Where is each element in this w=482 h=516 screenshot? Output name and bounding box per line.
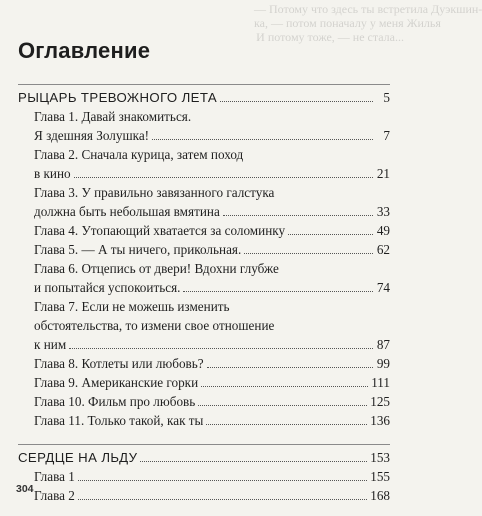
chapter-text: Глава 10. Фильм про любовь xyxy=(34,394,196,409)
chapter-title xyxy=(34,392,390,411)
chapter-entry xyxy=(18,297,390,354)
chapter-text: Глава 5. — А ты ничего, прикольная. xyxy=(34,242,242,257)
chapter-title xyxy=(34,373,390,392)
chapter-title xyxy=(34,486,390,505)
dot-leader xyxy=(288,234,373,235)
chapter-page: 136 xyxy=(370,413,390,428)
chapter-text: и попытайся успокоиться. xyxy=(34,280,181,295)
chapter-text: Глава 4. Утопающий хватается за соломинку xyxy=(34,223,286,238)
toc-heading: Оглавление xyxy=(18,38,151,63)
chapter-title-continued xyxy=(34,126,390,145)
dot-leader xyxy=(206,424,367,425)
chapter-title xyxy=(34,183,390,202)
dot-leader xyxy=(152,139,373,140)
part-rule xyxy=(18,84,390,85)
chapter-entry xyxy=(18,221,390,240)
chapter-title xyxy=(34,354,390,373)
chapter-text: Глава 8. Котлеты или любовь? xyxy=(34,356,204,371)
part-title: СЕРДЦЕ НА ЛЬДУ xyxy=(18,450,138,465)
dot-leader xyxy=(201,386,368,387)
chapter-text: к ним xyxy=(34,337,67,352)
chapter-text: в кино xyxy=(34,166,71,181)
chapter-title-continued xyxy=(34,278,390,297)
dot-leader xyxy=(140,461,367,462)
chapter-page: 87 xyxy=(376,337,390,352)
chapter-entry xyxy=(18,145,390,183)
chapter-entry xyxy=(18,373,390,392)
part-title: РЫЦАРЬ ТРЕВОЖНОГО ЛЕТА xyxy=(18,90,218,105)
chapter-page: 62 xyxy=(376,242,390,257)
chapter-text: должна быть небольшая вмятина xyxy=(34,204,220,219)
chapter-title xyxy=(34,297,390,316)
dot-leader xyxy=(69,348,373,349)
chapter-page: 49 xyxy=(376,223,390,238)
chapter-entry xyxy=(18,467,390,486)
chapter-text: Глава 6. Отцепись от двери! Вдохни глубже xyxy=(34,261,279,276)
chapter-text: обстоятельства, то измени свое отношение xyxy=(34,318,275,333)
dot-leader xyxy=(198,405,367,406)
chapter-entry xyxy=(18,392,390,411)
chapter-text: Глава 9. Американские горки xyxy=(34,375,199,390)
chapter-title xyxy=(34,145,390,164)
chapter-page: 155 xyxy=(370,469,390,484)
dot-leader xyxy=(220,101,373,102)
part-entry xyxy=(18,88,390,107)
chapter-title xyxy=(34,221,390,240)
chapter-entry xyxy=(18,411,390,430)
part-page: 153 xyxy=(370,450,390,465)
part-spacer xyxy=(18,430,390,444)
dot-leader xyxy=(244,253,373,254)
chapter-page: 7 xyxy=(383,128,390,143)
chapter-entry xyxy=(18,486,390,505)
chapter-entry xyxy=(18,107,390,145)
bleed-line: И потому тоже, — не стала... xyxy=(256,30,404,44)
bleed-line: ка, — потом поначалу у меня Жилья xyxy=(254,16,441,30)
chapter-text: Глава 2. Сначала курица, затем поход xyxy=(34,147,244,162)
chapter-text: Глава 11. Только такой, как ты xyxy=(34,413,204,428)
chapter-title-continued xyxy=(34,316,390,335)
chapter-page: 21 xyxy=(376,166,390,181)
chapter-entry xyxy=(18,183,390,221)
table-of-contents xyxy=(18,84,390,505)
chapter-title-continued xyxy=(34,202,390,221)
bleed-through-text xyxy=(254,0,482,62)
dot-leader xyxy=(74,177,373,178)
dot-leader xyxy=(223,215,373,216)
chapter-title xyxy=(34,467,390,486)
part-page: 5 xyxy=(383,90,390,105)
chapter-text: Глава 7. Если не можешь изменить xyxy=(34,299,230,314)
dot-leader xyxy=(78,499,367,500)
chapter-title xyxy=(34,411,390,430)
chapter-text: Глава 1 xyxy=(34,469,75,484)
chapter-title-continued xyxy=(34,164,390,183)
part-entry xyxy=(18,448,390,467)
chapter-page: 125 xyxy=(370,394,390,409)
part-rule xyxy=(18,444,390,445)
chapter-title-continued xyxy=(34,335,390,354)
chapter-text: Я здешняя Золушка! xyxy=(34,128,150,143)
chapter-title xyxy=(34,240,390,259)
chapter-text: Глава 1. Давай знакомиться. xyxy=(34,109,192,124)
chapter-entry xyxy=(18,354,390,373)
bleed-line: — Потому что здесь ты встретила Дуэкшин- xyxy=(254,2,482,16)
chapter-entry xyxy=(18,240,390,259)
chapter-entry xyxy=(18,259,390,297)
chapter-page: 168 xyxy=(370,488,390,503)
chapter-page: 111 xyxy=(371,375,390,390)
chapter-page: 74 xyxy=(376,280,390,295)
page-number: 304 xyxy=(16,483,34,495)
chapter-page: 33 xyxy=(376,204,390,219)
chapter-text: Глава 3. У правильно завязанного галстука xyxy=(34,185,275,200)
chapter-text: Глава 2 xyxy=(34,488,75,503)
dot-leader xyxy=(207,367,373,368)
dot-leader xyxy=(183,291,373,292)
chapter-title xyxy=(34,107,390,126)
chapter-title xyxy=(34,259,390,278)
chapter-page: 99 xyxy=(376,356,390,371)
dot-leader xyxy=(78,480,367,481)
